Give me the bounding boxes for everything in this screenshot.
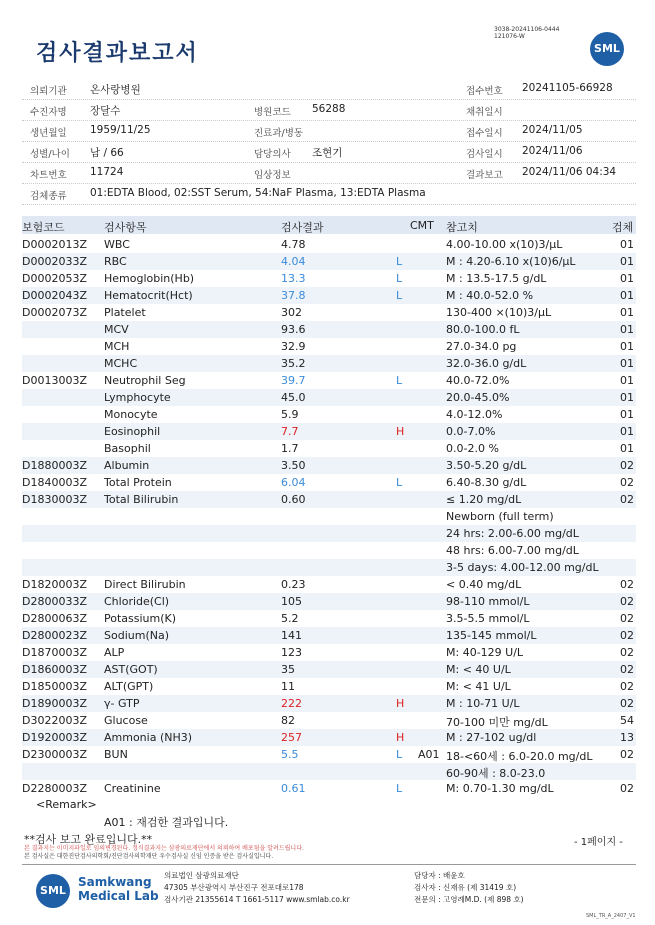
row-code: D2280003Z <box>22 782 87 795</box>
footer-staff-3: 전문의 : 고영례M.D. (제 898 호) <box>414 895 524 904</box>
row-reference: 0.0-2.0 % <box>446 442 499 455</box>
row-code: D3022003Z <box>22 714 87 727</box>
row-reference: 24 hrs: 2.00-6.00 mg/dL <box>446 527 579 540</box>
info-label: 성별/나이 <box>30 149 70 160</box>
row-code: D0002073Z <box>22 306 87 319</box>
row-test-name: Creatinine <box>104 782 161 795</box>
row-result: 37.8 <box>281 289 306 302</box>
row-code: D1830003Z <box>22 493 87 506</box>
table-row <box>22 304 636 321</box>
row-test-name: γ- GTP <box>104 697 140 710</box>
row-test-name: Platelet <box>104 306 146 319</box>
footer-brand <box>78 875 159 903</box>
row-specimen: 01 <box>620 238 634 251</box>
row-result: 3.50 <box>281 459 306 472</box>
info-label: 접수일시 <box>466 128 503 139</box>
row-flag: L <box>396 272 403 285</box>
row-result: 222 <box>281 697 302 710</box>
row-reference: 70-100 미만 mg/dL <box>446 716 548 729</box>
info-value: 조현기 <box>312 147 343 159</box>
table-row <box>22 763 636 780</box>
row-specimen: 01 <box>620 391 634 404</box>
table-row <box>22 644 636 661</box>
row-flag: L <box>396 289 403 302</box>
row-reference: M : 13.5-17.5 g/dL <box>446 272 547 285</box>
row-reference: M: < 40 U/L <box>446 663 511 676</box>
remark-title: <Remark> <box>36 798 97 811</box>
row-code: D2800033Z <box>22 595 87 608</box>
table-row <box>22 270 636 287</box>
row-test-name: Potassium(K) <box>104 612 177 625</box>
row-result: 35.2 <box>281 357 306 370</box>
row-specimen: 01 <box>620 374 634 387</box>
row-test-name: MCHC <box>104 357 138 370</box>
table-row <box>22 321 636 338</box>
row-result: 6.04 <box>281 476 306 489</box>
row-specimen: 01 <box>620 357 634 370</box>
note-cert: 본 검사실은 대한진단검사의학회/진단검사의학재단 우수검사실 신임 인증을 받은 검사실입니다. <box>24 853 274 860</box>
table-row <box>22 576 636 593</box>
info-value: 2024/11/06 <box>522 145 583 157</box>
row-result: 123 <box>281 646 302 659</box>
info-row <box>22 100 636 121</box>
row-reference: 60-90세 : 8.0-23.0 <box>446 767 546 780</box>
row-test-name: Total Protein <box>104 476 172 489</box>
report-code-line-1: 3038-20241106-0444 <box>494 26 560 33</box>
row-result: 141 <box>281 629 302 642</box>
row-code: D2800023Z <box>22 629 87 642</box>
row-result: 257 <box>281 731 302 744</box>
table-row <box>22 287 636 304</box>
info-value: 20241105-66928 <box>522 82 613 94</box>
row-code: D0002043Z <box>22 289 87 302</box>
row-test-name: MCH <box>104 340 130 353</box>
report-complete: **검사 보고 완료입니다.** <box>24 833 153 846</box>
table-row <box>22 712 636 729</box>
col-cmt: CMT <box>410 219 434 232</box>
row-specimen: 02 <box>620 663 634 676</box>
report-code <box>494 26 559 40</box>
row-result: 45.0 <box>281 391 306 404</box>
sml-logo: SML <box>590 32 624 66</box>
row-reference: 130-400 ×(10)3/μL <box>446 306 552 319</box>
row-specimen: 02 <box>620 629 634 642</box>
col-spec: 검체 <box>612 221 634 234</box>
footer-logo-icon: SML <box>36 874 70 908</box>
row-result: 5.9 <box>281 408 299 421</box>
info-row <box>22 142 636 163</box>
row-test-name: Hemoglobin(Hb) <box>104 272 195 285</box>
row-code: D1920003Z <box>22 731 87 744</box>
info-label: 차트번호 <box>30 170 67 181</box>
row-code: D2800063Z <box>22 612 87 625</box>
table-row <box>22 440 636 457</box>
table-row <box>22 253 636 270</box>
row-result: 4.04 <box>281 255 306 268</box>
info-label: 임상정보 <box>254 170 291 181</box>
row-flag: L <box>396 748 403 761</box>
col-result: 검사결과 <box>281 221 324 234</box>
row-reference: M : 10-71 U/L <box>446 697 520 710</box>
specimen-value: 01:EDTA Blood, 02:SST Serum, 54:NaF Plasma, 13:EDTA Plasma <box>90 187 426 199</box>
row-reference: 48 hrs: 6.00-7.00 mg/dL <box>446 544 579 557</box>
info-value: 1959/11/25 <box>90 124 151 136</box>
footer-addr-2: 47305 부산광역시 부산진구 전포대로178 <box>164 883 304 892</box>
form-version: SML_TR_A_2407_V1 <box>586 913 636 919</box>
row-test-name: BUN <box>104 748 128 761</box>
row-reference: 4.00-10.00 x(10)3/μL <box>446 238 563 251</box>
footer-brand-1: Samkwang <box>78 875 152 889</box>
row-reference: M : 27-102 ug/dl <box>446 731 537 744</box>
footer-address <box>164 870 350 906</box>
row-reference: 135-145 mmol/L <box>446 629 537 642</box>
table-row <box>22 338 636 355</box>
row-flag: H <box>396 425 405 438</box>
report-code-line-2: 121076-W <box>494 33 525 40</box>
row-result: 0.23 <box>281 578 306 591</box>
row-reference: 3-5 days: 4.00-12.00 mg/dL <box>446 561 599 574</box>
row-result: 5.5 <box>281 748 299 761</box>
row-code: D1890003Z <box>22 697 87 710</box>
row-reference: 98-110 mmol/L <box>446 595 530 608</box>
row-test-name: Total Bilirubin <box>104 493 179 506</box>
col-code: 보험코드 <box>22 221 65 234</box>
table-row <box>22 508 636 525</box>
table-row <box>22 542 636 559</box>
row-reference: ≤ 1.20 mg/dL <box>446 493 522 506</box>
row-specimen: 02 <box>620 748 634 761</box>
row-test-name: Ammonia (NH3) <box>104 731 193 744</box>
info-label: 수진자명 <box>30 107 67 118</box>
row-reference: 80.0-100.0 fL <box>446 323 520 336</box>
row-reference: M: < 41 U/L <box>446 680 511 693</box>
row-reference: 40.0-72.0% <box>446 374 510 387</box>
row-result: 1.7 <box>281 442 299 455</box>
table-row <box>22 389 636 406</box>
info-value: 11724 <box>90 166 124 178</box>
row-code: D0013003Z <box>22 374 87 387</box>
info-value: 남 / 66 <box>90 147 124 159</box>
table-row <box>22 372 636 389</box>
row-test-name: Direct Bilirubin <box>104 578 186 591</box>
row-code: D1880003Z <box>22 459 87 472</box>
row-result: 302 <box>281 306 302 319</box>
row-test-name: Eosinophil <box>104 425 161 438</box>
row-result: 105 <box>281 595 302 608</box>
table-row <box>22 474 636 491</box>
row-flag: L <box>396 255 403 268</box>
row-result: 0.60 <box>281 493 306 506</box>
row-test-name: MCV <box>104 323 129 336</box>
info-value: 온사랑병원 <box>90 84 141 96</box>
row-result: 93.6 <box>281 323 306 336</box>
info-label: 생년월일 <box>30 128 67 139</box>
row-reference: 3.50-5.20 g/dL <box>446 459 527 472</box>
row-code: D0002033Z <box>22 255 87 268</box>
row-reference: 3.5-5.5 mmol/L <box>446 612 530 625</box>
row-specimen: 02 <box>620 680 634 693</box>
row-specimen: 02 <box>620 646 634 659</box>
table-row <box>22 746 636 763</box>
page-number: - 1페이지 - <box>574 837 623 848</box>
table-row <box>22 355 636 372</box>
row-reference: 18-<60세 : 6.0-20.0 mg/dL <box>446 750 593 763</box>
footer-brand-2: Medical Lab <box>78 889 159 903</box>
info-row <box>22 79 636 100</box>
footer-staff-1: 담당자 : 배윤호 <box>414 871 465 880</box>
info-label: 접수번호 <box>466 86 503 97</box>
row-specimen: 01 <box>620 323 634 336</box>
row-result: 11 <box>281 680 295 693</box>
row-specimen: 02 <box>620 476 634 489</box>
remark-line: A01 : 재검한 결과입니다. <box>104 816 229 829</box>
row-reference: M : 40.0-52.0 % <box>446 289 534 302</box>
table-row <box>22 627 636 644</box>
row-reference: M: 40-129 U/L <box>446 646 524 659</box>
info-label: 검사일시 <box>466 149 503 160</box>
row-specimen: 01 <box>620 255 634 268</box>
table-row <box>22 406 636 423</box>
table-row <box>22 593 636 610</box>
row-cmt: A01 <box>418 748 440 761</box>
row-code: D1870003Z <box>22 646 87 659</box>
row-specimen: 02 <box>620 697 634 710</box>
row-specimen: 01 <box>620 408 634 421</box>
row-test-name: ALP <box>104 646 125 659</box>
row-specimen: 02 <box>620 595 634 608</box>
row-result: 82 <box>281 714 295 727</box>
row-test-name: Basophil <box>104 442 151 455</box>
table-row <box>22 729 636 746</box>
row-reference: Newborn (full term) <box>446 510 554 523</box>
row-test-name: ALT(GPT) <box>104 680 154 693</box>
info-label: 결과보고 <box>466 170 503 181</box>
row-result: 4.78 <box>281 238 306 251</box>
info-value: 56288 <box>312 103 346 115</box>
row-result: 0.61 <box>281 782 306 795</box>
info-label: 채취일시 <box>466 107 503 118</box>
info-value: 2024/11/05 <box>522 124 583 136</box>
info-value: 2024/11/06 04:34 <box>522 166 617 178</box>
table-row <box>22 780 636 797</box>
table-row <box>22 457 636 474</box>
row-specimen: 02 <box>620 578 634 591</box>
info-label: 의뢰기관 <box>30 86 67 97</box>
patient-info <box>22 79 636 205</box>
results-header <box>22 216 636 234</box>
row-result: 7.7 <box>281 425 299 438</box>
footer-addr-1: 의료법인 삼광의료재단 <box>164 871 239 880</box>
row-test-name: Hematocrit(Hct) <box>104 289 193 302</box>
row-reference: 0.0-7.0% <box>446 425 496 438</box>
info-label: 담당의사 <box>254 149 291 160</box>
row-reference: 4.0-12.0% <box>446 408 503 421</box>
row-test-name: Sodium(Na) <box>104 629 169 642</box>
footer-divider <box>22 864 636 865</box>
row-test-name: Lymphocyte <box>104 391 171 404</box>
row-reference: 6.40-8.30 g/dL <box>446 476 527 489</box>
row-reference: 32.0-36.0 g/dL <box>446 357 527 370</box>
row-code: D0002013Z <box>22 238 87 251</box>
row-code: D2300003Z <box>22 748 87 761</box>
row-reference: 20.0-45.0% <box>446 391 510 404</box>
info-row <box>22 163 636 184</box>
row-code: D1840003Z <box>22 476 87 489</box>
row-flag: L <box>396 476 403 489</box>
row-test-name: Monocyte <box>104 408 158 421</box>
row-flag: L <box>396 782 403 795</box>
row-specimen: 02 <box>620 782 634 795</box>
row-test-name: Glucose <box>104 714 148 727</box>
table-row <box>22 423 636 440</box>
col-name: 검사항목 <box>104 221 147 234</box>
table-row <box>22 559 636 576</box>
row-specimen: 01 <box>620 306 634 319</box>
row-specimen: 01 <box>620 272 634 285</box>
table-row <box>22 695 636 712</box>
row-specimen: 01 <box>620 340 634 353</box>
table-row <box>22 661 636 678</box>
results-table <box>22 236 636 797</box>
row-test-name: RBC <box>104 255 127 268</box>
row-specimen: 01 <box>620 442 634 455</box>
row-code: D1850003Z <box>22 680 87 693</box>
table-row <box>22 491 636 508</box>
info-value: 장달수 <box>90 105 121 117</box>
info-label: 진료과/병동 <box>254 128 304 139</box>
row-flag: L <box>396 374 403 387</box>
table-row <box>22 678 636 695</box>
row-specimen: 02 <box>620 493 634 506</box>
row-reference: M : 4.20-6.10 x(10)6/μL <box>446 255 576 268</box>
note-image: 본 결과지는 이미지파일로 임의변경된다. 정식결과지는 삼광의료재단에서 의뢰하여 배포됨을 알려드립니다. <box>24 845 304 852</box>
row-specimen: 02 <box>620 459 634 472</box>
table-row <box>22 236 636 253</box>
row-reference: 27.0-34.0 pg <box>446 340 517 353</box>
table-row <box>22 525 636 542</box>
row-result: 39.7 <box>281 374 306 387</box>
row-code: D0002053Z <box>22 272 87 285</box>
row-specimen: 13 <box>620 731 634 744</box>
specimen-label: 검체종류 <box>30 191 67 202</box>
row-test-name: AST(GOT) <box>104 663 158 676</box>
table-row <box>22 610 636 627</box>
row-specimen: 01 <box>620 289 634 302</box>
row-test-name: WBC <box>104 238 130 251</box>
row-reference: < 0.40 mg/dL <box>446 578 522 591</box>
footer-staff-2: 검사자 : 신재유 (제 31419 호) <box>414 883 517 892</box>
report-title: 검사결과보고서 <box>36 41 199 66</box>
info-label: 병원코드 <box>254 107 291 118</box>
col-ref: 참고치 <box>446 221 478 234</box>
row-specimen: 01 <box>620 425 634 438</box>
row-flag: H <box>396 697 405 710</box>
row-code: D1860003Z <box>22 663 87 676</box>
row-test-name: Neutrophil Seg <box>104 374 186 387</box>
row-flag: H <box>396 731 405 744</box>
specimen-row <box>22 184 636 205</box>
footer-staff <box>414 870 524 906</box>
row-result: 35 <box>281 663 295 676</box>
row-result: 5.2 <box>281 612 299 625</box>
row-code: D1820003Z <box>22 578 87 591</box>
row-result: 13.3 <box>281 272 306 285</box>
row-test-name: Albumin <box>104 459 150 472</box>
info-row <box>22 121 636 142</box>
row-specimen: 02 <box>620 612 634 625</box>
row-test-name: Chloride(Cl) <box>104 595 170 608</box>
row-reference: M: 0.70-1.30 mg/dL <box>446 782 554 795</box>
footer-addr-3: 검사기관 21355614 T 1661-5117 www.smlab.co.kr <box>164 895 350 904</box>
row-specimen: 54 <box>620 714 634 727</box>
row-result: 32.9 <box>281 340 306 353</box>
